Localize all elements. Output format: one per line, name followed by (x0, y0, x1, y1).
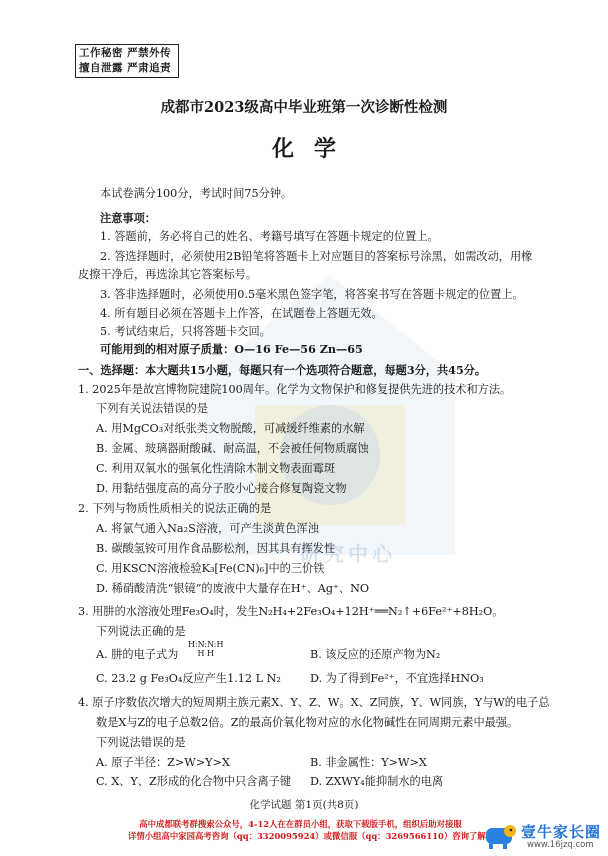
note-5: 5. 考试结束后，只将答题卡交回。 (100, 325, 271, 338)
q2-stem: 2. 下列与物质性质相关的说法正确的是 (78, 502, 272, 515)
q4-option-d: D. ZXWY₄能抑制水的电离 (310, 775, 444, 788)
q3-option-c: C. 23.2 g Fe₃O₄反应产生1.12 L N₂ (96, 672, 281, 685)
formula-bottom: H H (197, 649, 214, 658)
q1-option-c: C. 利用双氧水的强氧化性清除木制文物表面霉斑 (96, 462, 336, 475)
q3-electron-formula (188, 640, 223, 658)
q1-stem: 1. 2025年是故宫博物院建院100周年。化学为文物保护和修复提供先进的技术和方法。 (78, 383, 512, 396)
page-footer: 化学试题 第1页(共8页) (249, 799, 359, 811)
q1-ask: 下列有关说法错误的是 (96, 402, 208, 415)
cow-icon (483, 819, 519, 851)
watermark-text: 研究中心 (300, 542, 396, 566)
intro-text: 本试卷满分100分，考试时间75分钟。 (100, 187, 293, 200)
confidential-stamp (75, 44, 179, 78)
note-2: 2. 答选择题时，必须使用2B铅笔将答题卡上对应题目的答案标号涂黑，如需改动，用橡 (100, 250, 533, 263)
q3-option-d: D. 为了得到Fe²⁺，不宜选择HNO₃ (310, 672, 484, 685)
notes-heading: 注意事项： (100, 211, 156, 225)
q4-option-b: B. 非金属性：Y>W>X (310, 756, 427, 769)
q4-ask: 下列说法错误的是 (96, 736, 186, 749)
brand-logo (483, 818, 601, 852)
promo-notice (128, 818, 486, 842)
notice-line-1: 高中成都联考群搜索公众号，4-12人在在群员小组，获取下载版手机，组织后助对接服 (139, 819, 462, 829)
q4-stem-2: 数是X与Z的电子总数2倍。Z的最高价氧化物对应的水化物碱性在同周期元素中最强。 (96, 716, 519, 729)
note-1: 1. 答题前，务必将自己的姓名、考籍号填写在答题卡规定的位置上。 (100, 230, 439, 243)
q1-option-b: B. 金属、玻璃器耐酸碱、耐高温，不会被任何物质腐蚀 (96, 442, 369, 455)
q4-stem-1: 4. 原子序数依次增大的短周期主族元素X、Y、Z、W。X、Z同族，Y、W同族，Y与W的电子总 (78, 696, 550, 709)
note-2-cont: 皮擦干净后，再选涂其它答案标号。 (78, 268, 258, 281)
formula-top: H:N:N:H (188, 640, 224, 649)
q2-option-a: A. 将氯气通入Na₂S溶液，可产生淡黄色浑浊 (96, 522, 319, 535)
atomic-mass-line: 可能用到的相对原子质量：O—16 Fe—56 Zn—65 (100, 342, 363, 356)
exam-title: 成都市2023级高中毕业班第一次诊断性检测 (160, 99, 448, 116)
q2-option-b: B. 碳酸氢铵可用作食品膨松剂，因其具有挥发性 (96, 542, 336, 555)
q3-option-a: A. 肼的电子式为 (96, 648, 179, 661)
q1-option-a: A. 用MgCO₃对纸张类文物脱酸，可减缓纤维素的水解 (96, 422, 365, 435)
q3-option-b: B. 该反应的还原产物为N₂ (310, 648, 441, 661)
q2-option-c: C. 用KSCN溶液检验K₃[Fe(CN)₆]中的三价铁 (96, 562, 325, 575)
q3-ask: 下列说法正确的是 (96, 625, 186, 638)
q1-option-d: D. 用黏结强度高的高分子胶小心接合修复陶瓷文物 (96, 482, 347, 495)
brand-name: 壹牛家长圈 (521, 823, 602, 841)
q3-stem: 3. 用肼的水溶液处理Fe₃O₄时，发生N₂H₄+2Fe₃O₄+12H⁺══N₂↑+6Fe²⁺+8H₂O。 (78, 605, 504, 618)
brand-url: www.16jzq.com (527, 840, 594, 850)
q4-option-c: C. X、Y、Z形成的化合物中只含离子键 (96, 775, 292, 788)
section-1-heading: 一、选择题：本大题共15小题，每题只有一个选项符合题意，每题3分，共45分。 (78, 363, 487, 377)
q2-option-d: D. 稀硝酸清洗“银镜”的废液中大量存在H⁺、Ag⁺、NO (96, 582, 370, 595)
q4-option-a: A. 原子半径：Z>W>Y>X (96, 756, 230, 769)
notice-line-2: 详情小组高中家园高考咨询（qq：3320095924）或微信服（qq：3269566110）咨询了解 (128, 831, 486, 841)
note-3: 3. 答非选择题时，必须使用0.5毫米黑色签字笔，将答案书写在答题卡规定的位置上。 (100, 288, 524, 301)
stamp-line-2: 擅自泄露 严肃追责 (79, 62, 172, 74)
stamp-line-1: 工作秘密 严禁外传 (79, 47, 172, 59)
note-4: 4. 所有题目必须在答题卡上作答，在试题卷上答题无效。 (100, 307, 383, 320)
subject-title: 化学 (271, 136, 356, 162)
